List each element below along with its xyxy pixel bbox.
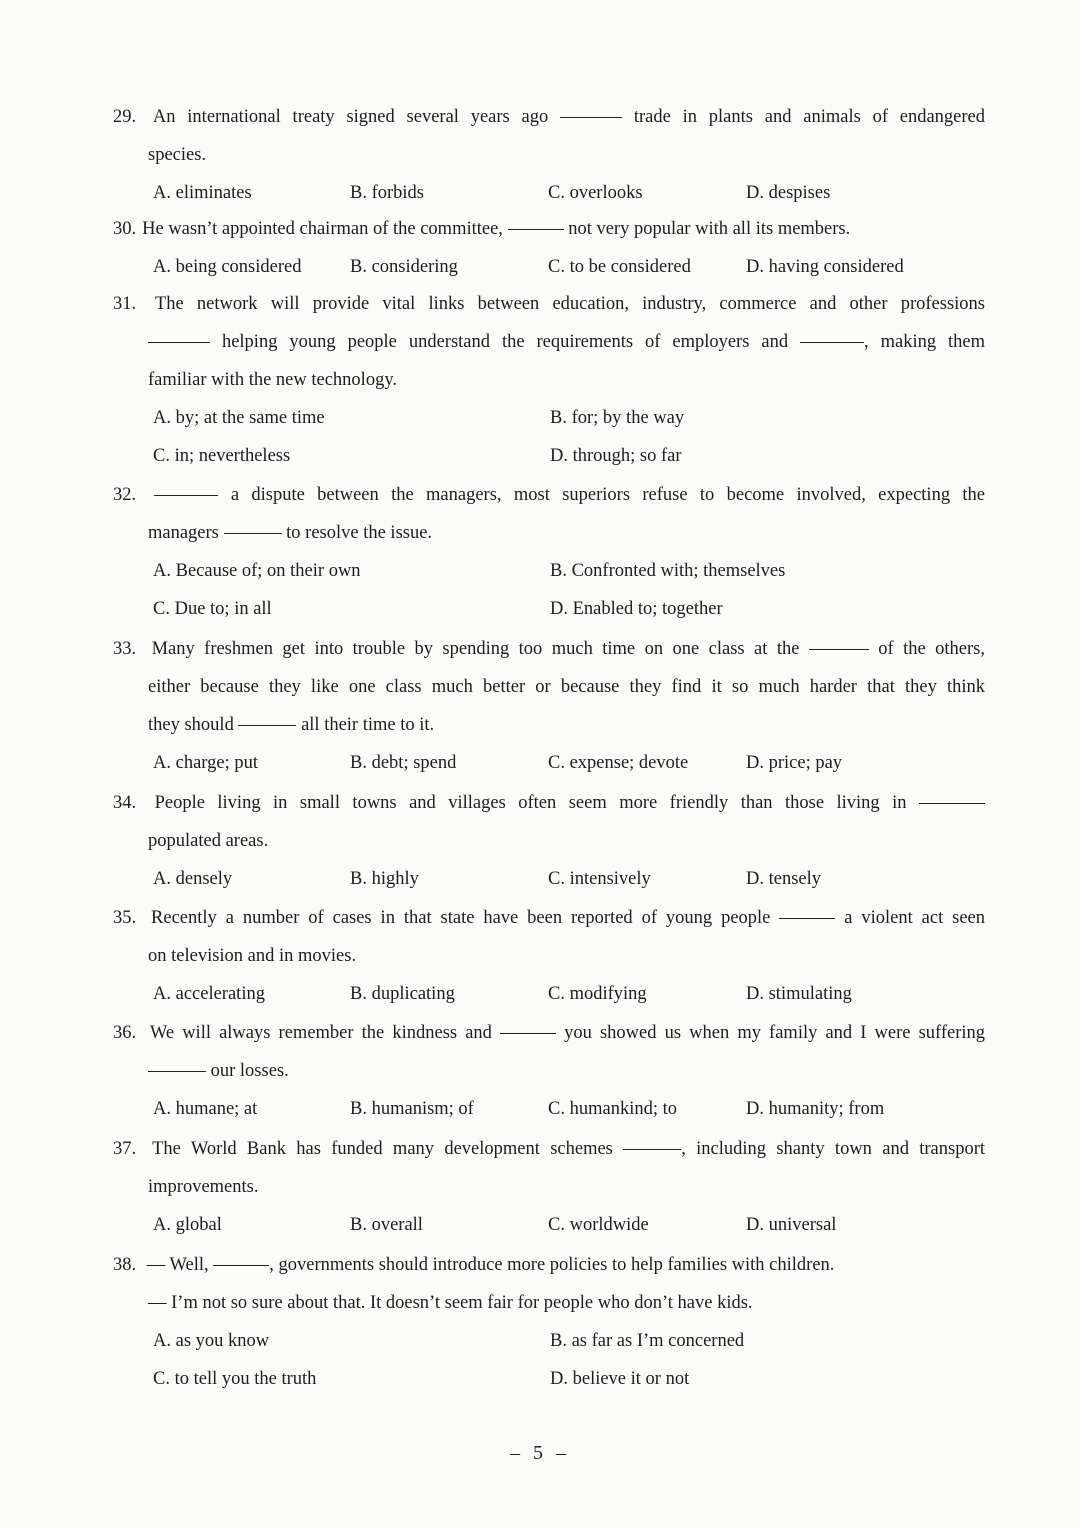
options — [153, 174, 985, 212]
question-38: 38. — Well, , governments should introduce more policies to help families with children. — I’m not so sure about that. It doesn’t seem fair for people who don’t have kids. A. as you know B. as far as I’m concerned C. to tell you the truth D. believe it or not — [113, 1246, 985, 1398]
option-d[interactable]: D. stimulating — [746, 984, 852, 1004]
answer-blank — [238, 724, 296, 726]
option-d[interactable]: D. universal — [746, 1215, 837, 1235]
question-29: 29. An international treaty signed several years ago trade in plants and animals of endangered species. A. eliminates B. forbids C. overlooks D. despises — [113, 98, 985, 212]
answer-blank — [224, 532, 282, 534]
option-c[interactable]: C. to tell you the truth — [153, 1369, 317, 1389]
question-35: 35. Recently a number of cases in that state have been reported of young people a violent act seen on television and in movies. A. accelerating B. duplicating C. modifying D. stimulating — [113, 899, 985, 1013]
question-31: 31. The network will provide vital links between education, industry, commerce and other professions helping young people understand the requirements of employers and , making them familiar with the new technology. A. by; at the same time B. for; by the way C. in; nevertheless D. through; so far — [113, 285, 985, 475]
options — [153, 437, 985, 475]
answer-blank — [919, 802, 985, 804]
option-c[interactable]: C. worldwide — [548, 1215, 649, 1235]
options — [153, 248, 985, 286]
question-number: 31. — [113, 294, 137, 314]
question-number: 35. — [113, 908, 137, 928]
option-b[interactable]: B. as far as I’m concerned — [550, 1331, 745, 1351]
option-b[interactable]: B. for; by the way — [550, 408, 685, 428]
option-d[interactable]: D. tensely — [746, 869, 822, 889]
option-d[interactable]: D. Enabled to; together — [550, 599, 723, 619]
option-c[interactable]: C. overlooks — [548, 183, 643, 203]
question-number: 30. — [113, 219, 137, 239]
option-c[interactable]: C. to be considered — [548, 257, 691, 277]
option-b[interactable]: B. overall — [350, 1215, 423, 1235]
options — [153, 1206, 985, 1244]
question-number: 34. — [113, 793, 137, 813]
option-b[interactable]: B. Confronted with; themselves — [550, 561, 786, 581]
option-c[interactable]: C. expense; devote — [548, 753, 689, 773]
option-a[interactable]: A. global — [153, 1215, 222, 1235]
option-d[interactable]: D. through; so far — [550, 446, 682, 466]
option-c[interactable]: C. modifying — [548, 984, 647, 1004]
question-33: 33. Many freshmen get into trouble by spending too much time on one class at the of the others, either because they like one class much better or because they find it so much harder that they think they should all their time to it. A. charge; put B. debt; spend C. expense; devote D. price; pay — [113, 630, 985, 782]
option-b[interactable]: B. highly — [350, 869, 419, 889]
option-a[interactable]: A. humane; at — [153, 1099, 258, 1119]
answer-blank — [800, 341, 864, 343]
answer-blank — [500, 1032, 556, 1034]
option-b[interactable]: B. considering — [350, 257, 458, 277]
option-a[interactable]: A. by; at the same time — [153, 408, 325, 428]
options — [153, 744, 985, 782]
option-a[interactable]: A. Because of; on their own — [153, 561, 361, 581]
options — [153, 1360, 985, 1398]
option-a[interactable]: A. eliminates — [153, 183, 252, 203]
option-c[interactable]: C. intensively — [548, 869, 651, 889]
option-b[interactable]: B. debt; spend — [350, 753, 457, 773]
option-c[interactable]: C. humankind; to — [548, 1099, 677, 1119]
question-number: 38. — [113, 1255, 137, 1275]
answer-blank — [148, 1070, 206, 1072]
option-a[interactable]: A. accelerating — [153, 984, 265, 1004]
option-b[interactable]: B. forbids — [350, 183, 424, 203]
question-number: 33. — [113, 639, 137, 659]
options — [153, 860, 985, 898]
question-number: 36. — [113, 1023, 137, 1043]
answer-blank — [809, 648, 869, 650]
question-34: 34. People living in small towns and villages often seem more friendly than those living in populated areas. A. densely B. highly C. intensively D. tensely — [113, 784, 985, 898]
question-37: 37. The World Bank has funded many development schemes , including shanty town and transport improvements. A. global B. overall C. worldwide D. universal — [113, 1130, 985, 1244]
question-32: 32. a dispute between the managers, most superiors refuse to become involved, expecting the managers to resolve the issue. A. Because of; on their own B. Confronted with; themselves C. Due to; in all D. Enabled to; together — [113, 476, 985, 628]
question-number: 29. — [113, 107, 137, 127]
question-30: 30. He wasn’t appointed chairman of the committee, not very popular with all its members. A. being considered B. considering C. to be considered D. having considered — [113, 210, 985, 286]
option-a[interactable]: A. as you know — [153, 1331, 270, 1351]
page-number: – 5 – — [510, 1442, 570, 1464]
answer-blank — [623, 1148, 681, 1150]
options — [153, 1322, 985, 1360]
option-a[interactable]: A. densely — [153, 869, 233, 889]
option-c[interactable]: C. Due to; in all — [153, 599, 272, 619]
question-number: 37. — [113, 1139, 137, 1159]
option-a[interactable]: A. charge; put — [153, 753, 258, 773]
option-a[interactable]: A. being considered — [153, 257, 302, 277]
options — [153, 399, 985, 437]
answer-blank — [154, 494, 218, 496]
options — [153, 975, 985, 1013]
option-c[interactable]: C. in; nevertheless — [153, 446, 291, 466]
option-b[interactable]: B. duplicating — [350, 984, 455, 1004]
answer-blank — [148, 341, 210, 343]
option-d[interactable]: D. having considered — [746, 257, 904, 277]
options — [153, 552, 985, 590]
option-d[interactable]: D. price; pay — [746, 753, 843, 773]
option-d[interactable]: D. believe it or not — [550, 1369, 690, 1389]
answer-blank — [779, 917, 835, 919]
answer-blank — [560, 116, 622, 118]
options — [153, 1090, 985, 1128]
option-b[interactable]: B. humanism; of — [350, 1099, 474, 1119]
question-36: 36. We will always remember the kindness and you showed us when my family and I were suffering our losses. A. humane; at B. humanism; of C. humankind; to D. humanity; from — [113, 1014, 985, 1128]
answer-blank — [508, 228, 564, 230]
question-number: 32. — [113, 485, 137, 505]
option-d[interactable]: D. humanity; from — [746, 1099, 885, 1119]
answer-blank — [213, 1264, 269, 1266]
options — [153, 590, 985, 628]
option-d[interactable]: D. despises — [746, 183, 831, 203]
